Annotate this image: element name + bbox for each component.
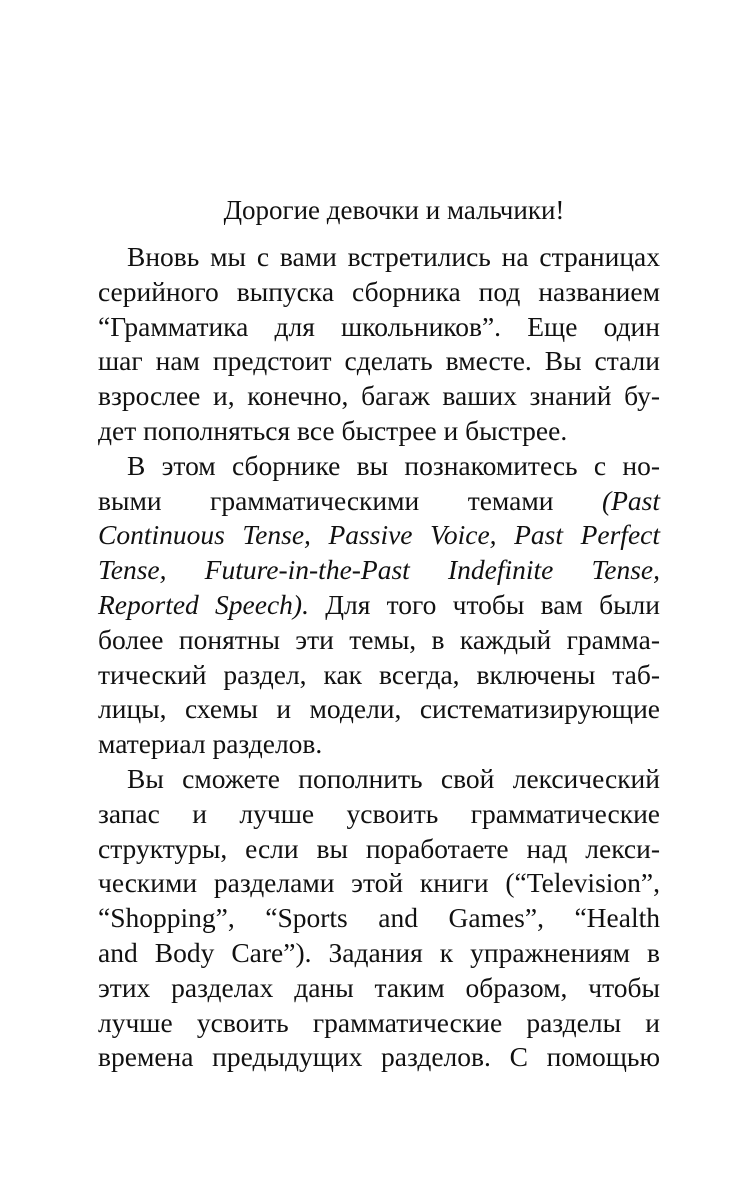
paragraph-3 (98, 762, 660, 1075)
text-line: Вы сможете пополнить свой лексический (127, 762, 660, 794)
text-line: времена предыдущих разделов. С помощью (98, 1041, 660, 1073)
text-line (98, 553, 660, 588)
text-line: лучше усвоить грамматические разделы и (98, 1006, 660, 1038)
text-fragment: Для того чтобы вам были (325, 588, 660, 620)
text-line: Вновь мы с вами встретились на страницах (127, 241, 660, 272)
text-line: серийного выпуска сборника под названием (98, 275, 660, 307)
page-content (98, 190, 660, 1075)
text-line: материал разделов. (98, 728, 323, 760)
text-line: более понятны эти темы, в каждый граммa- (98, 623, 660, 655)
text-line: В этом сборнике вы познакомитесь с но- (127, 449, 660, 481)
text-line: структуры, если вы поработаете над лекси- (98, 832, 660, 864)
italic-fragment: (Past (601, 484, 660, 516)
paragraph-2 (98, 449, 660, 762)
paragraph-1 (98, 240, 660, 449)
text-line: ческими разделами этой книги (“Television”, (98, 867, 660, 899)
text-line: шаг нам предстоит сделать вместе. Вы стали (98, 345, 660, 377)
text-line (98, 484, 660, 519)
text-line: and Body Care”). Задания к упражнениям в (98, 936, 660, 968)
text-line (98, 518, 660, 553)
text-line: “Shopping”, “Sports and Games”, “Health (98, 902, 660, 934)
italic-fragment: Reported Speech). (98, 588, 309, 620)
text-line: запас и лучше усвоить грамматические (98, 797, 660, 829)
text-line: “Грамматика для школьников”. Еще один (98, 310, 660, 342)
italic-fragment: Tense, Future-in-the-Past Indefinite Tense, (98, 554, 660, 586)
text-fragment: выми грамматическими темами (98, 484, 554, 516)
page-heading: Дорогие девочки и мальчики! (223, 195, 565, 225)
text-line: этих разделах даны таким образом, чтобы (98, 971, 660, 1003)
text-line: взрослее и, конечно, багаж ваших знаний бу- (98, 380, 660, 412)
text-line: тический раздел, как всегда, включены таб- (98, 658, 660, 690)
text-line (98, 588, 660, 623)
text-line: дет пополняться все быстрее и быстрее. (98, 414, 568, 446)
italic-fragment: Continuous Tense, Passive Voice, Past Perfect (98, 519, 660, 551)
text-line: лицы, схемы и модели, систематизирующие (98, 693, 660, 725)
